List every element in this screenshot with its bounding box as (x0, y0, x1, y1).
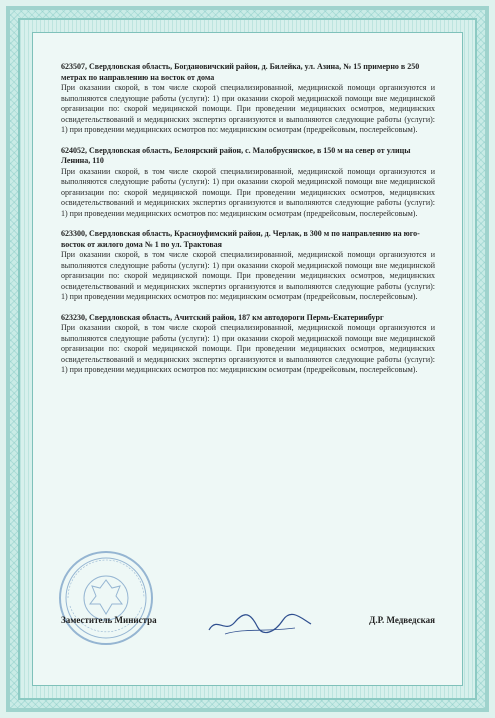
entry-address: 623230, Свердловская область, Ачитский район, 187 км автодороги Пермь-Екатеринбург (61, 312, 384, 322)
license-entry (61, 62, 435, 136)
entry-description: При оказании скорой, в том числе скорой специализированной, медицинской помощи организуются и выполняются следующие работы (услуги): 1) при оказании скорой медицинской помощи вне медицинской организации по: скорой медицинской помощи. При проведении медицинских осмотров, медицинских освидетельствований и медицинских экспертиз организуются и выполняются следующие работы (услуги): 1) при проведении медицинских осмотров по: медицинским осмотрам (предрейсовым, послерейсовым). (61, 250, 435, 301)
entries-list (61, 62, 435, 386)
entry-description: При оказании скорой, в том числе скорой специализированной, медицинской помощи организуются и выполняются следующие работы (услуги): 1) при оказании скорой медицинской помощи вне медицинской организации по: скорой медицинской помощи. При проведении медицинских осмотров, медицинских освидетельствований и медицинских экспертиз организуются и выполняются следующие работы (услуги): 1) при проведении медицинских осмотров по: медицинским осмотрам (предрейсовым, послерейсовым). (61, 323, 435, 374)
entry-address: 623507, Свердловская область, Богдановичский район, д. Билейка, ул. Азина, № 15 примерно в 250 метрах по направлению на восток от дома (61, 62, 420, 82)
license-entry (61, 146, 435, 220)
signatory-name: Д.Р. Медведская (369, 615, 435, 625)
license-entry (61, 313, 435, 376)
entry-address: 624052, Свердловская область, Белоярский район, с. Малобрусянское, в 150 м на север от улицы Ленина, 110 (61, 145, 411, 165)
entry-description: При оказании скорой, в том числе скорой специализированной, медицинской помощи организуются и выполняются следующие работы (услуги): 1) при оказании скорой медицинской помощи вне медицинской организации по: скорой медицинской помощи. При проведении медицинских осмотров, медицинских освидетельствований и медицинских экспертиз организуются и выполняются следующие работы (услуги): 1) при проведении медицинских осмотров по: медицинским осмотрам (предрейсовым, послерейсовым). (61, 83, 435, 134)
entry-description: При оказании скорой, в том числе скорой специализированной, медицинской помощи организуются и выполняются следующие работы (услуги): 1) при оказании скорой медицинской помощи вне медицинской организации по: скорой медицинской помощи. При проведении медицинских осмотров, медицинских освидетельствований и медицинских экспертиз организуются и выполняются следующие работы (услуги): 1) при проведении медицинских осмотров по: медицинским осмотрам (предрейсовым, послерейсовым). (61, 166, 435, 218)
signatory-position: Заместитель Министра (61, 615, 157, 625)
entry-address: 623300, Свердловская область, Красноуфимский район, д. Черлак, в 300 м по направлению на юго-восток от жилого дома № 1 по ул. Трактовая (61, 229, 420, 249)
signature-block (61, 615, 435, 629)
official-stamp-icon (58, 550, 154, 646)
license-entry (61, 229, 435, 303)
